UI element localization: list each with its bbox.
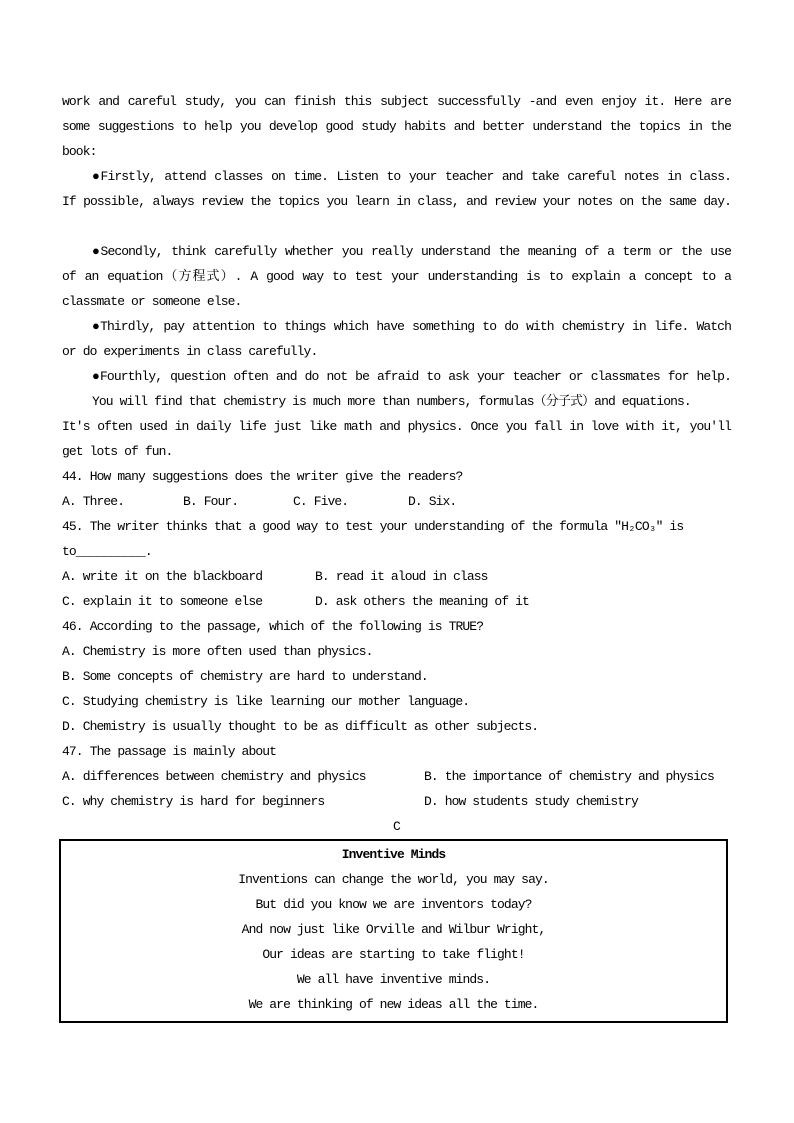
question-44-number: 44. [62, 469, 83, 484]
question-44-text: How many suggestions does the writer give the readers? [89, 469, 463, 484]
question-45-options-row-2 [62, 589, 731, 614]
passage-line: book: [62, 144, 97, 159]
option-46-d: D. Chemistry is usually thought to be as difficult as other subjects. [62, 719, 539, 734]
question-45-text: The writer thinks that a good way to test your understanding of the formula ″H₂CO₃″ is [89, 519, 684, 534]
option-45-b: B. read it aloud in class [315, 569, 488, 584]
section-label: C [393, 819, 400, 834]
passage-bullet-fourthly: ●Fourthly, question often and do not be afraid to ask your teacher or classmates for help. [92, 369, 731, 384]
poem-line: Our ideas are starting to take flight! [262, 947, 525, 962]
question-46-text: According to the passage, which of the following is TRUE? [89, 619, 484, 634]
passage-line: You will find that chemistry is much more than numbers, formulas（分子式）and equations. [92, 394, 691, 409]
question-47-options-row-1 [62, 764, 731, 789]
option-44-c: C. Five. [293, 494, 349, 509]
passage-line: get lots of fun. [62, 444, 173, 459]
question-45 [62, 514, 731, 539]
passage-line: If possible, always review the topics you learn in class, and review your notes on the same day. [62, 194, 731, 209]
poem-line: We are thinking of new ideas all the time. [248, 997, 539, 1012]
option-44-d: D. Six. [408, 494, 457, 509]
option-45-d: D. ask others the meaning of it [315, 594, 529, 609]
option-46-c: C. Studying chemistry is like learning our mother language. [62, 694, 470, 709]
option-46-b: B. Some concepts of chemistry are hard to understand. [62, 669, 428, 684]
option-46-a: A. Chemistry is more often used than physics. [62, 644, 373, 659]
passage-line: or do experiments in class carefully. [62, 344, 318, 359]
passage-bullet-thirdly: ●Thirdly, pay attention to things which have something to do with chemistry in life. Watch [92, 319, 731, 334]
question-47-options-row-2 [62, 789, 731, 814]
poem-line: Inventions can change the world, you may say. [238, 872, 549, 887]
poem-line: And now just like Orville and Wilbur Wright, [241, 922, 546, 937]
poem-line: But did you know we are inventors today? [255, 897, 532, 912]
question-46 [62, 614, 731, 639]
question-45-number: 45. [62, 519, 83, 534]
option-47-b: B. the importance of chemistry and physics [424, 769, 714, 784]
passage-line: work and careful study, you can finish this subject successfully -and even enjoy it. Here are [62, 94, 731, 109]
passage-bullet-secondly: ●Secondly, think carefully whether you really understand the meaning of a term or the use [92, 244, 731, 259]
option-47-a: A. differences between chemistry and physics [62, 769, 366, 784]
option-45-c: C. explain it to someone else [62, 594, 263, 609]
option-47-c: C. why chemistry is hard for beginners [62, 794, 325, 809]
passage-bullet-firstly: ●Firstly, attend classes on time. Listen to your teacher and take careful notes in class. [92, 169, 731, 184]
poem-box [59, 839, 728, 1023]
option-47-d: D. how students study chemistry [424, 794, 638, 809]
question-46-number: 46. [62, 619, 83, 634]
option-44-a: A. Three. [62, 494, 125, 509]
question-45-options-row-1 [62, 564, 731, 589]
question-47-number: 47. [62, 744, 83, 759]
question-45-text-continued: to__________. [62, 544, 152, 559]
passage-line: of an equation（方程式）. A good way to test your understanding is to explain a concept to a [62, 269, 731, 284]
poem-line: We all have inventive minds. [296, 972, 491, 987]
question-47-text: The passage is mainly about [89, 744, 277, 759]
question-47 [62, 739, 731, 764]
poem-title: Inventive Minds [341, 847, 446, 862]
question-44-options [62, 489, 731, 514]
passage-line: It's often used in daily life just like math and physics. Once you fall in love with it, you'll [62, 419, 731, 434]
option-45-a: A. write it on the blackboard [62, 569, 263, 584]
passage-line: classmate or someone else. [62, 294, 242, 309]
passage-blank-line [62, 214, 731, 239]
option-44-b: B. Four. [183, 494, 239, 509]
question-44 [62, 464, 731, 489]
passage-line: some suggestions to help you develop good study habits and better understand the topics in the [62, 119, 731, 134]
